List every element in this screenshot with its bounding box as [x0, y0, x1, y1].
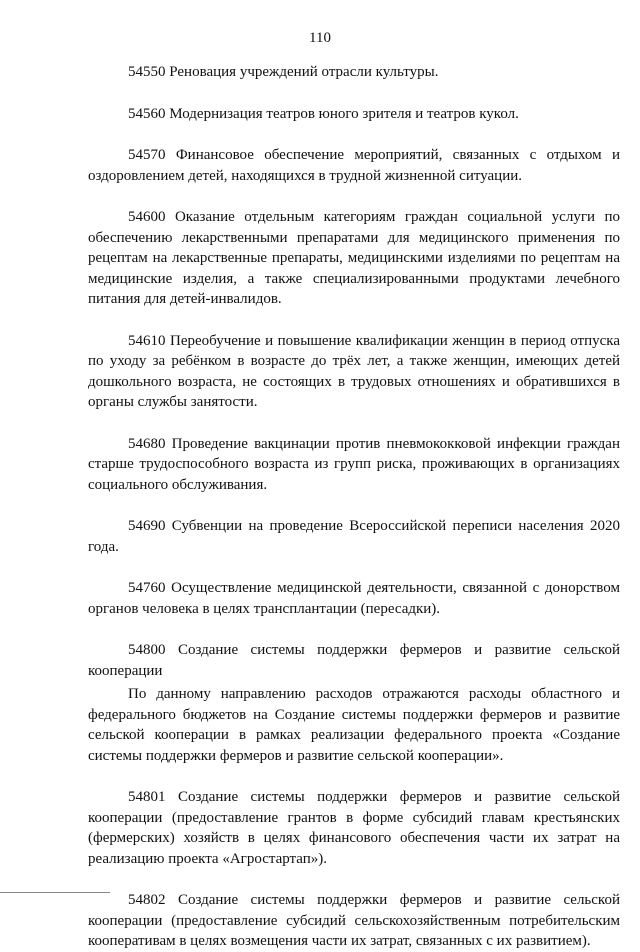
document-body — [88, 62, 620, 952]
paragraph-54680: 54680 Проведение вакцинации против пневмококковой инфекции граждан старше трудоспособного возраста из групп риска, проживающих в организациях социального обслуживания. — [88, 435, 620, 493]
paragraph-54801: 54801 Создание системы поддержки фермеров и развитие сельской кооперации (предоставление грантов в форме субсидий главам крестьянских (фермерских) хозяйств в целях финансового обеспечения части их затрат на реализацию проекта «Агростартап»). — [88, 789, 620, 867]
paragraph-54570: 54570 Финансовое обеспечение мероприятий, связанных с отдыхом и оздоровлением детей, находящихся в трудной жизненной ситуации. — [88, 147, 620, 184]
paragraph-54690: 54690 Субвенции на проведение Всероссийской переписи населения 2020 года. — [88, 518, 620, 555]
paragraph-54760: 54760 Осуществление медицинской деятельности, связанной с донорством органов человека в целях трансплантации (пересадки). — [88, 580, 620, 617]
footnote-divider — [0, 892, 110, 893]
paragraph-54560: 54560 Модернизация театров юного зрителя и театров кукол. — [128, 105, 519, 122]
paragraph-54610: 54610 Переобучение и повышение квалификации женщин в период отпуска по уходу за ребёнком в возрасте до трёх лет, а также женщин, имеющих детей дошкольного возраста, не состоящих в трудовых отношениях и обратившихся в органы службы занятости. — [88, 332, 620, 410]
page-number: 110 — [309, 30, 331, 46]
paragraph-54800-description: По данному направлению расходов отражаются расходы областного и федерального бюджетов на Создание системы поддержки фермеров и развитие сельской кооперации в рамках реализации федерального проекта «Создание системы поддержки фермеров и развитие сельской кооперации». — [88, 686, 620, 764]
paragraph-54802: 54802 Создание системы поддержки фермеров и развитие сельской кооперации (предоставление субсидий сельскохозяйственным потребительским кооперативам в целях возмещения части их затрат, связанных с их развитием). — [88, 892, 620, 949]
paragraph-54600: 54600 Оказание отдельным категориям граждан социальной услуги по обеспечению лекарственными препаратами для медицинского применения по рецептам на лекарственные препараты, медицинскими изделиями по рецептам на медицинские изделия, а также специализированными продуктами лечебного питания для детей-инвалидов. — [88, 209, 620, 307]
paragraph-54800: 54800 Создание системы поддержки фермеров и развитие сельской кооперации — [88, 642, 620, 679]
paragraph-54550: 54550 Реновация учреждений отрасли культуры. — [128, 64, 439, 80]
